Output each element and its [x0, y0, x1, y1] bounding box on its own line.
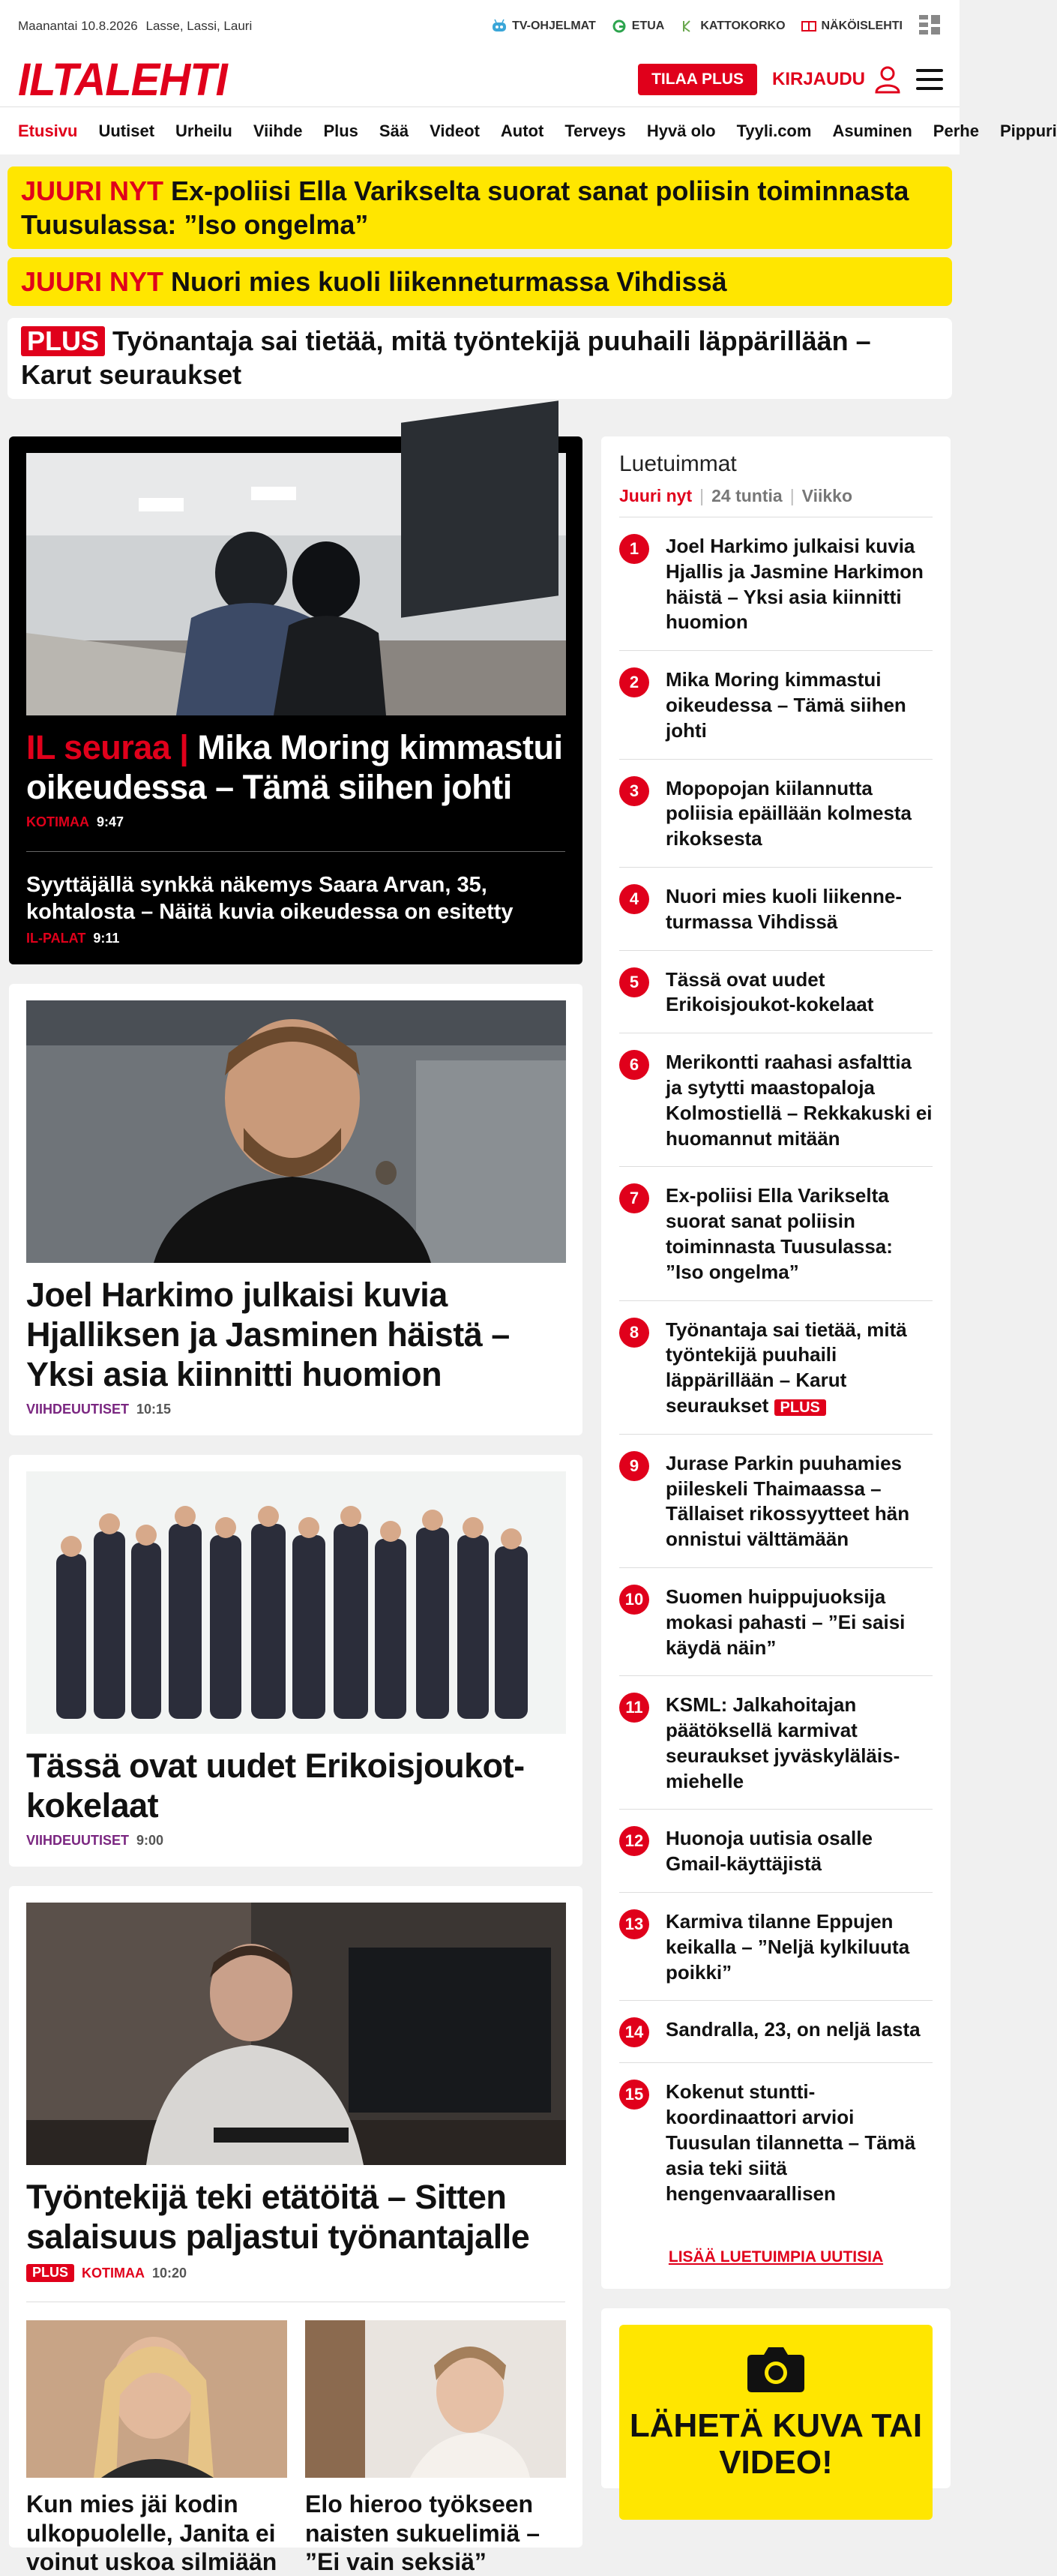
most-read-text: Mopopojan kiilannutta poliisia epäillään kolmesta rikoksesta	[666, 776, 912, 850]
most-read-item[interactable]	[619, 1810, 933, 1893]
rank-badge: 13	[619, 1909, 649, 1939]
date-line	[18, 19, 256, 34]
name-days: Lasse, Lassi, Lauri	[145, 19, 253, 33]
rank-badge: 10	[619, 1585, 649, 1615]
newspaper-icon	[801, 19, 817, 33]
story-headline: Joel Harkimo julkaisi kuvia Hjalliksen ja Jasminen häistä – Yksi asia kiinnitti huomion	[26, 1275, 510, 1393]
rank-badge: 8	[619, 1318, 649, 1348]
related-story-meta	[26, 931, 565, 946]
site-logo[interactable]: ILTALEHTI	[18, 53, 227, 106]
story-headline: Tässä ovat uudet Erikoisjoukot-kokelaat	[26, 1746, 525, 1825]
story-image	[26, 1000, 566, 1263]
breaking-news-strip[interactable]	[7, 257, 952, 306]
category-label[interactable]: VIIHDEUUTISET	[26, 1401, 130, 1417]
breaking-news-strip[interactable]	[7, 166, 952, 249]
top-bar	[0, 0, 960, 52]
rank-badge: 3	[619, 776, 649, 806]
nav-item-videot[interactable]: Videot	[430, 121, 480, 140]
plus-strip-text: Työnantaja sai tietää, mitä työntekijä puuhaili läppärillään – Karut seuraukset	[21, 325, 871, 390]
small-story-card[interactable]	[26, 2320, 287, 2576]
lead-prefix: IL seuraa |	[26, 728, 189, 766]
breaking-label: JUURI NYT	[21, 175, 164, 206]
lead-story[interactable]	[9, 436, 582, 964]
menu-icon[interactable]	[916, 69, 943, 90]
most-read-text: Tässä ovat uudet Erikoisjoukot-kokelaat	[666, 967, 874, 1016]
camera-icon	[746, 2343, 806, 2394]
most-read-item[interactable]	[619, 1568, 933, 1676]
category-label[interactable]: VIIHDEUUTISET	[26, 1833, 130, 1849]
top-link-nakoislehti[interactable]	[801, 19, 903, 33]
most-read-text: Nuori mies kuoli liikenneturmassa Vihdissä	[666, 884, 902, 933]
rank-badge: 1	[619, 534, 649, 564]
top-link-label: TV-OHJELMAT	[512, 19, 596, 32]
most-read-text-wrap	[666, 1318, 933, 1419]
most-read-item[interactable]	[619, 1893, 933, 2001]
story-card[interactable]	[9, 1886, 582, 2575]
more-most-read-link[interactable]: LISÄÄ LUETUIMPIA UUTISIA	[668, 2248, 884, 2266]
tab-juuri-nyt[interactable]: Juuri nyt	[619, 486, 693, 505]
story-meta	[26, 1402, 565, 1417]
most-read-tabs	[619, 486, 933, 517]
timestamp: 9:00	[136, 1833, 164, 1849]
related-story-title: Syyttäjällä synkkä näkemys Saara Arvan, 35, kohtalosta – Näitä kuvia oikeudessa on esitetty	[26, 873, 514, 925]
lead-headline	[26, 727, 565, 807]
plus-badge: PLUS	[21, 326, 105, 356]
plus-badge: PLUS	[26, 2264, 74, 2282]
most-read-item[interactable]	[619, 760, 933, 868]
timestamp: 9:11	[93, 930, 120, 946]
category-label[interactable]: KOTIMAA	[26, 814, 89, 830]
main-nav	[0, 106, 1057, 154]
send-photo-card[interactable]	[601, 2308, 951, 2488]
top-link-kattokorko[interactable]	[679, 19, 785, 33]
nav-item-urheilu[interactable]: Urheilu	[175, 121, 232, 140]
send-photo-text: LÄHETÄ KUVA TAI VIDEO!	[629, 2407, 923, 2481]
story-image	[26, 1471, 566, 1734]
category-label[interactable]: KOTIMAA	[82, 2265, 145, 2281]
most-read-text: Suomen huippujuoksija mokasi pahasti – ”Ei saisi käydä näin”	[666, 1585, 906, 1659]
story-meta	[26, 1833, 565, 1849]
timestamp: 10:15	[136, 1401, 172, 1417]
most-read-item[interactable]	[619, 2001, 933, 2063]
story-card[interactable]	[9, 984, 582, 1435]
top-link-label: ETUA	[631, 19, 665, 32]
most-read-item[interactable]	[619, 517, 933, 651]
most-read-item[interactable]	[619, 2063, 933, 2221]
tv-icon	[491, 19, 508, 33]
nav-item-uutiset[interactable]: Uutiset	[98, 121, 155, 140]
subscribe-plus-button[interactable]: TILAA PLUS	[638, 64, 757, 95]
most-read-item[interactable]	[619, 868, 933, 951]
login-label: KIRJAUDU	[771, 69, 865, 89]
breaking-text: Nuori mies kuoli liikenneturmassa Vihdissä	[171, 266, 727, 297]
most-read-text: KSML: Jalkahoitajan päätöksellä karmivat seuraukset jyväskyläläismiehelle	[666, 1693, 900, 1792]
top-link-label: KATTOKORKO	[700, 19, 786, 32]
most-read-text: Huonoja uutisia osalle Gmail-käyttäjistä	[666, 1827, 873, 1876]
top-links	[491, 13, 943, 39]
story-meta	[26, 2264, 565, 2282]
nav-item-pippuri[interactable]: Pippuri	[999, 121, 1057, 140]
rank-badge: 5	[619, 967, 649, 997]
timestamp: 9:47	[97, 814, 124, 830]
most-read-text: Jurase Parkin puuhamies piileskeli Thaimaassa – Tällaiset rikossyytteet hän onnistui välttämään	[666, 1451, 910, 1551]
nav-item-hyva-olo[interactable]: Hyvä olo	[646, 121, 716, 140]
nav-item-plus[interactable]: Plus	[323, 121, 358, 140]
nav-item-tyyli[interactable]: Tyyli.com	[736, 121, 812, 140]
current-date: Maanantai 10.8.2026	[18, 19, 138, 33]
most-read-item[interactable]	[619, 951, 933, 1034]
rank-badge: 7	[619, 1183, 649, 1213]
most-read-text: Mika Moring kimmastui oikeudessa – Tämä siihen johti	[666, 668, 906, 742]
nav-item-saa[interactable]: Sää	[379, 121, 409, 140]
top-link-tv[interactable]	[491, 19, 596, 33]
most-read-text: Kokenut stunttikoordinaattori arvioi Tuusulan tilannetta – Tämä asia teki siitä hengenvaarallisen	[666, 2080, 916, 2205]
small-story-title: Kun mies jäi kodin ulkopuolelle, Janita ei voinut uskoa silmiään	[26, 2491, 277, 2575]
top-link-label: NÄKÖISLEHTI	[821, 19, 903, 32]
breaking-text: Ex-poliisi Ella Varikselta suorat sanat poliisin toiminnasta Tuusulassa: ”Iso ongelma”	[21, 175, 909, 240]
most-read-text: Ex-poliisi Ella Varikselta suorat sanat poliisin toiminnasta Tuusulassa: ”Iso ongelma”	[666, 1184, 893, 1283]
most-read-item[interactable]	[619, 1676, 933, 1810]
rank-badge: 9	[619, 1451, 649, 1481]
rank-badge: 11	[619, 1693, 649, 1723]
etua-icon	[611, 19, 627, 33]
small-story-image	[26, 2320, 287, 2478]
most-read-text: Karmiva tilanne Eppujen keikalla – ”Neljä kylkiluuta poikki”	[666, 1910, 910, 1984]
login-button[interactable]	[772, 65, 901, 94]
most-read-text: Joel Harkimo julkaisi kuvia Hjallis ja Jasmine Harkimon häistä – Yksi asia kiinnitti huomion	[666, 535, 924, 634]
nav-item-etusivu[interactable]: Etusivu	[18, 121, 78, 140]
nav-item-terveys[interactable]: Terveys	[564, 121, 626, 140]
story-image	[26, 1903, 566, 2165]
plus-strip[interactable]	[7, 318, 952, 399]
site-header	[0, 0, 1057, 154]
most-read-text: Sandralla, 23, on neljä lasta	[666, 2018, 921, 2041]
story-headline: Työntekijä teki etätöitä – Sitten salaisuus paljastui työnantajalle	[26, 2178, 530, 2257]
small-story-title: Elo hieroo työkseen naisten sukuelimiä – ”Ei vain seksiä”	[305, 2491, 540, 2575]
tab-24-tuntia[interactable]: 24 tuntia	[711, 486, 783, 505]
lead-story-image	[26, 453, 566, 715]
header-actions	[638, 64, 943, 95]
main-bar	[0, 52, 960, 106]
lead-meta	[26, 814, 565, 830]
rank-badge: 15	[619, 2080, 649, 2110]
most-read-text: Työnantaja sai tietää, mitä työntekijä puuhaili läppärillään – Karut seuraukset	[666, 1318, 907, 1417]
story-card[interactable]	[9, 1455, 582, 1867]
most-read-item[interactable]	[619, 1435, 933, 1568]
kattokorko-icon	[679, 19, 696, 33]
nav-item-asuminen[interactable]: Asuminen	[832, 121, 912, 140]
small-story-grid	[26, 2302, 565, 2576]
most-read-panel	[601, 436, 951, 2289]
small-story-card[interactable]	[305, 2320, 566, 2576]
lead-title: Mika Moring kimmastui oikeudessa – Tämä siihen johti	[26, 728, 563, 807]
rank-badge: 12	[619, 1826, 649, 1856]
plus-badge: PLUS	[774, 1399, 826, 1416]
tab-viikko[interactable]: Viikko	[801, 486, 853, 505]
more-services-icon[interactable]	[918, 13, 943, 39]
rank-badge: 14	[619, 2017, 649, 2047]
top-link-etua[interactable]	[611, 19, 665, 33]
user-icon	[874, 65, 901, 94]
most-read-title: Luetuimmat	[619, 451, 737, 476]
sidebar	[601, 436, 951, 2488]
category-label[interactable]: IL-PALAT	[26, 930, 86, 946]
send-photo-box	[619, 2325, 933, 2520]
most-read-item[interactable]	[619, 1167, 933, 1300]
rank-badge: 2	[619, 667, 649, 697]
tab-separator: |	[699, 486, 705, 505]
most-read-item[interactable]	[619, 1301, 933, 1435]
rank-badge: 4	[619, 884, 649, 914]
most-read-item[interactable]	[619, 651, 933, 759]
small-story-image	[305, 2320, 566, 2478]
nav-item-viihde[interactable]: Viihde	[253, 121, 303, 140]
related-story[interactable]	[26, 851, 565, 946]
nav-item-autot[interactable]: Autot	[500, 121, 544, 140]
nav-item-perhe[interactable]: Perhe	[933, 121, 979, 140]
tab-separator: |	[789, 486, 795, 505]
most-read-item[interactable]	[619, 1033, 933, 1167]
timestamp: 10:20	[152, 2265, 187, 2281]
rank-badge: 6	[619, 1050, 649, 1080]
breaking-label: JUURI NYT	[21, 266, 164, 297]
main-feed	[9, 436, 582, 2575]
most-read-text: Merikontti raahasi asfalttia ja sytytti maastopaloja Kolmostiellä – Rekkakuski ei huomannut mitään	[666, 1051, 933, 1150]
